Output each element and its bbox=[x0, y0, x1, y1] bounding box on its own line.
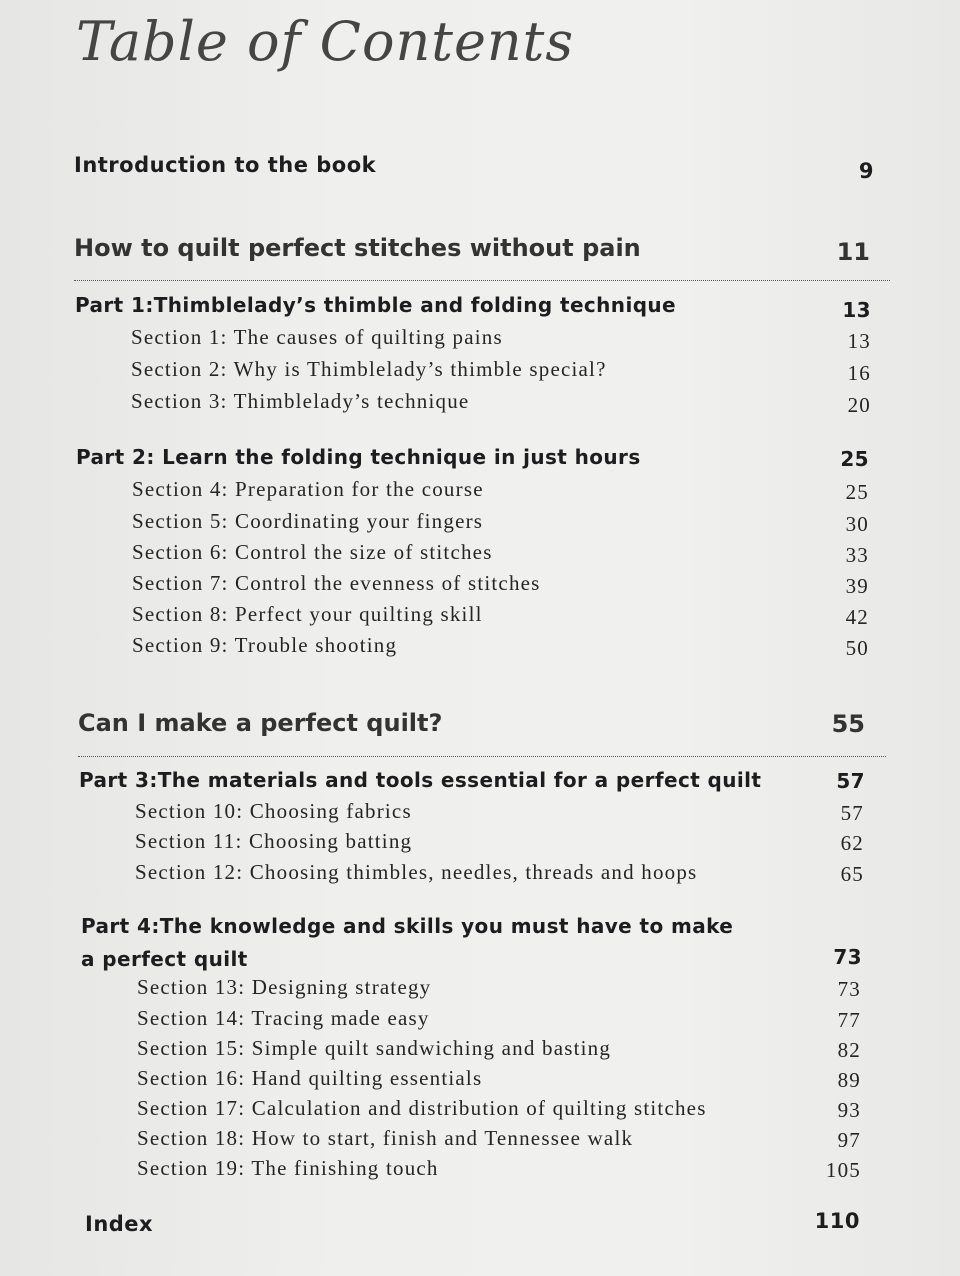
toc-entry-label: Section 16: Hand quilting essentials bbox=[137, 1066, 483, 1090]
toc-entry-page: 105 bbox=[825, 1158, 861, 1182]
toc-entry-label: Section 9: Trouble shooting bbox=[132, 633, 398, 657]
toc-entry-page: 89 bbox=[837, 1068, 861, 1092]
toc-entry-page: 77 bbox=[837, 1008, 861, 1032]
toc-entry-page: 57 bbox=[840, 801, 864, 825]
toc-entry-label: Section 4: Preparation for the course bbox=[132, 477, 484, 501]
toc-entry-page: 93 bbox=[837, 1098, 861, 1122]
toc-entry-page: 9 bbox=[858, 159, 874, 183]
toc-entry-label: Can I make a perfect quilt? bbox=[78, 709, 443, 737]
toc-entry-label: Section 15: Simple quilt sandwiching and basting bbox=[137, 1036, 612, 1060]
toc-entry-page: 16 bbox=[847, 361, 871, 385]
toc-entry-label: Section 3: Thimblelady’s technique bbox=[131, 389, 470, 413]
toc-entry-label: Section 11: Choosing batting bbox=[135, 829, 413, 853]
toc-entry-page: 33 bbox=[845, 543, 869, 567]
toc-entry-page: 110 bbox=[814, 1209, 860, 1233]
toc-entry-page: 25 bbox=[840, 447, 869, 471]
toc-entry-page: 97 bbox=[837, 1128, 861, 1152]
toc-part-4 bbox=[81, 914, 862, 976]
toc-entry-page: 73 bbox=[837, 977, 861, 1001]
toc-entry-page: 20 bbox=[847, 393, 871, 417]
toc-entry-page: 62 bbox=[840, 831, 864, 855]
toc-entry-label: Section 18: How to start, finish and Tennessee walk bbox=[137, 1126, 634, 1150]
toc-entry-page: 30 bbox=[845, 512, 869, 536]
toc-entry-label: Section 17: Calculation and distribution of quilting stitches bbox=[137, 1096, 707, 1120]
toc-entry-label-line-2: a perfect quilt bbox=[81, 947, 248, 971]
toc-entry-label: Section 7: Control the evenness of stitches bbox=[132, 571, 541, 595]
toc-entry-page: 42 bbox=[845, 605, 869, 629]
toc-entry-page: 73 bbox=[833, 945, 862, 969]
toc-entry-label: Section 6: Control the size of stitches bbox=[132, 540, 493, 564]
toc-entry-page: 13 bbox=[847, 329, 871, 353]
toc-entry-label: Section 19: The finishing touch bbox=[137, 1156, 439, 1180]
toc-entry-label: Section 14: Tracing made easy bbox=[137, 1006, 430, 1030]
dotted-divider bbox=[74, 280, 890, 281]
toc-entry-page: 13 bbox=[842, 298, 871, 322]
toc-entry-label: Section 12: Choosing thimbles, needles, threads and hoops bbox=[135, 860, 698, 884]
toc-entry-page: 11 bbox=[836, 238, 870, 266]
toc-entry-label: Section 1: The causes of quilting pains bbox=[131, 325, 503, 349]
toc-entry-label: How to quilt perfect stitches without pain bbox=[74, 234, 641, 262]
toc-entry-label-line-1: Part 4:The knowledge and skills you must have to make bbox=[81, 914, 734, 938]
toc-entry-label: Section 8: Perfect your quilting skill bbox=[132, 602, 483, 626]
toc-entry-label: Section 5: Coordinating your fingers bbox=[132, 509, 484, 533]
toc-entry-page: 82 bbox=[837, 1038, 861, 1062]
toc-entry-label: Part 3:The materials and tools essential for a perfect quilt bbox=[79, 768, 762, 792]
toc-entry-page: 25 bbox=[845, 480, 869, 504]
page-title: Table of Contents bbox=[76, 10, 575, 73]
toc-entry-page: 57 bbox=[836, 769, 865, 793]
toc-entry-page: 39 bbox=[845, 574, 869, 598]
toc-entry-page: 65 bbox=[840, 862, 864, 886]
toc-entry-label: Section 10: Choosing fabrics bbox=[135, 799, 412, 823]
toc-entry-label: Section 13: Designing strategy bbox=[137, 975, 432, 999]
toc-entry-label: Part 1:Thimblelady’s thimble and folding technique bbox=[75, 293, 677, 317]
toc-entry-label: Section 2: Why is Thimblelady’s thimble special? bbox=[131, 357, 607, 381]
toc-entry-label: Introduction to the book bbox=[74, 153, 377, 177]
toc-entry-page: 50 bbox=[845, 636, 869, 660]
toc-entry-label: Index bbox=[85, 1212, 154, 1236]
toc-entry-label: Part 2: Learn the folding technique in just hours bbox=[76, 445, 641, 469]
toc-entry-page: 55 bbox=[831, 710, 865, 738]
dotted-divider bbox=[78, 756, 886, 757]
